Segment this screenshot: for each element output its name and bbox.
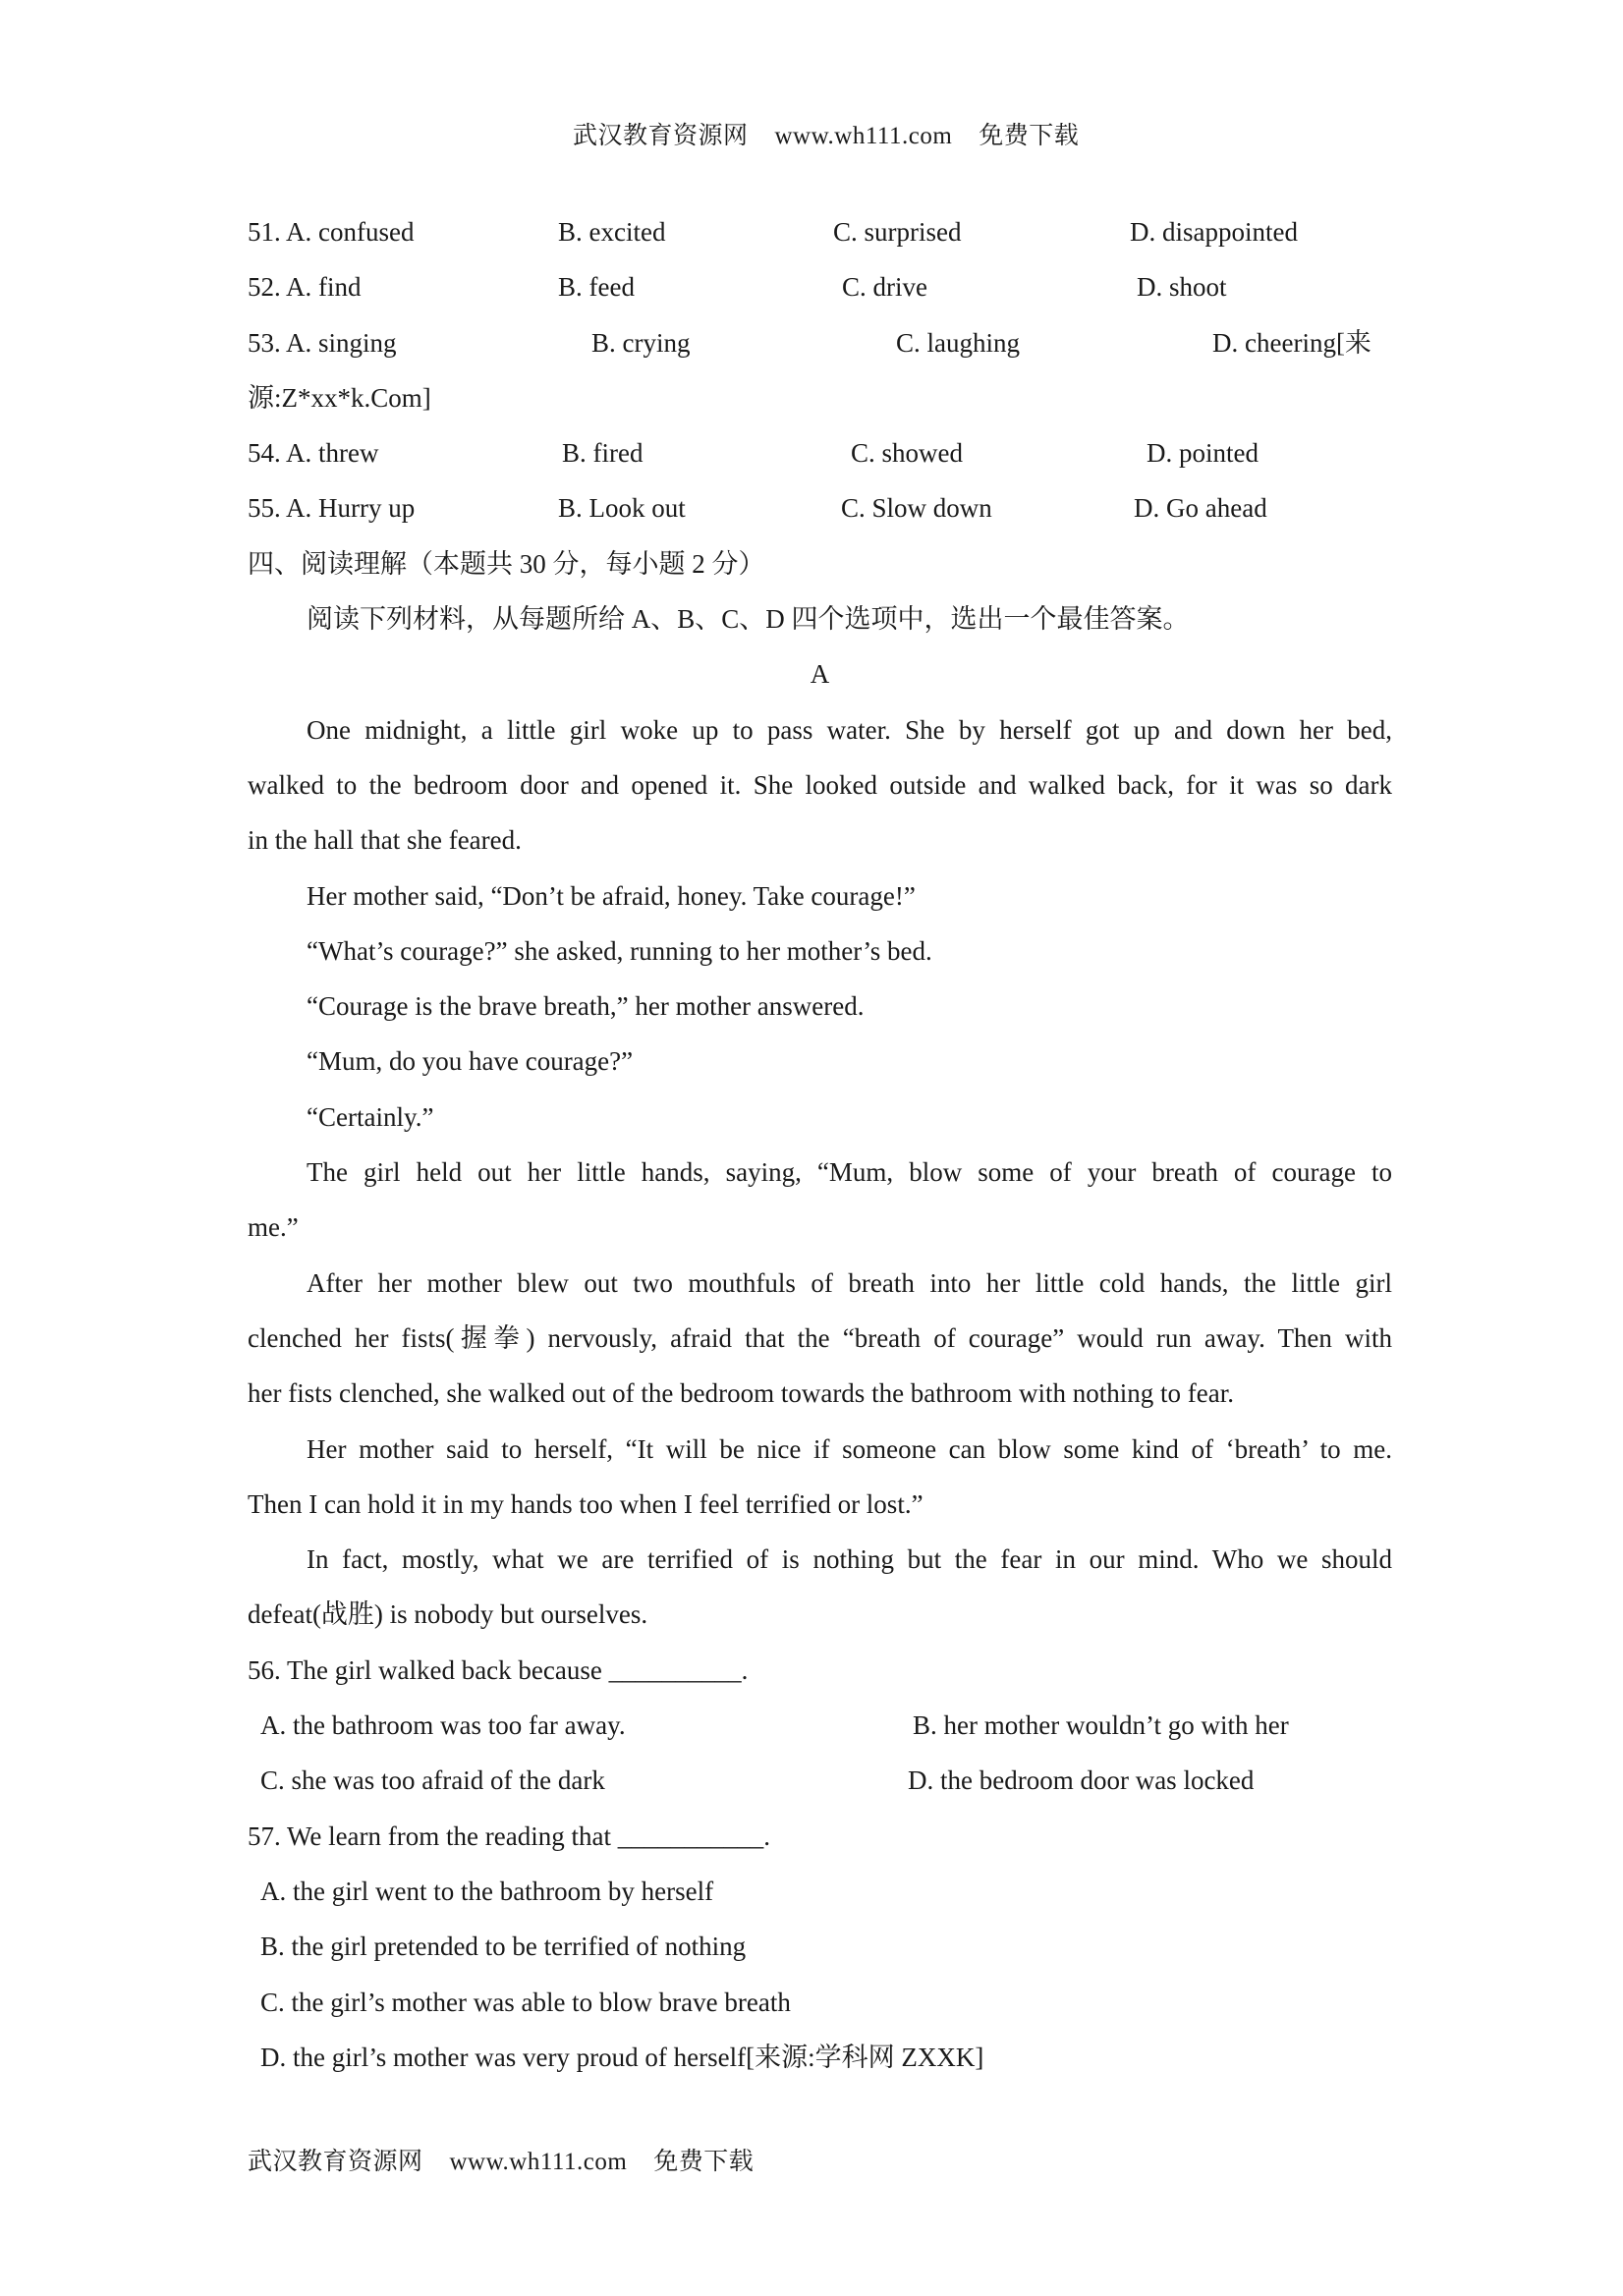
question-56-options-row-2 xyxy=(248,1753,1392,1808)
page-footer: 武汉教育资源网 www.wh111.com 免费下载 xyxy=(248,2149,755,2175)
option-d: D. pointed xyxy=(1147,438,1259,469)
page-header: 武汉教育资源网 www.wh111.com 免费下载 xyxy=(573,123,1080,149)
passage-line: me.” xyxy=(248,1212,299,1243)
question-56-options-row-1 xyxy=(248,1698,1392,1753)
option-c: C. drive xyxy=(842,272,927,303)
option-c: C. showed xyxy=(851,438,963,469)
option-d: D. cheering[来 xyxy=(1212,327,1371,358)
option-a: 53. A. singing xyxy=(248,327,397,358)
passage-line: In fact, mostly, what we are terrified of is nothing but the fear in our mind. Who we should xyxy=(307,1544,1392,1575)
cloze-question-53-continued: 源:Z*xx*k.Com] xyxy=(248,382,431,413)
document-content xyxy=(248,204,1392,2085)
option-a: 54. A. threw xyxy=(248,438,379,469)
passage-line: walked to the bedroom door and opened it. She looked outside and walked back, for it was so dark xyxy=(248,769,1392,800)
option-c: C. the girl’s mother was able to blow brave breath xyxy=(260,1987,791,2017)
passage-line: her fists clenched, she walked out of the bedroom towards the bathroom with nothing to fear. xyxy=(248,1378,1234,1409)
cloze-question-55 xyxy=(248,480,1392,535)
passage-label: A xyxy=(810,659,830,690)
passage-line: “What’s courage?” she asked, running to her mother’s bed. xyxy=(307,935,932,966)
option-b: B. Look out xyxy=(558,493,686,524)
cloze-question-52 xyxy=(248,259,1392,314)
option-b: B. feed xyxy=(558,272,635,303)
passage-line: clenched her fists(握拳) nervously, afraid that the “breath of courage” would run away. Then with xyxy=(248,1322,1392,1353)
option-d: D. Go ahead xyxy=(1134,493,1267,524)
passage-line: The girl held out her little hands, saying, “Mum, blow some of your breath of courage to xyxy=(307,1157,1392,1188)
question-57-stem: 57. We learn from the reading that ___________. xyxy=(248,1820,770,1851)
option-d: D. shoot xyxy=(1137,272,1227,303)
option-a: A. the bathroom was too far away. xyxy=(260,1710,626,1741)
option-a: 52. A. find xyxy=(248,272,362,303)
cloze-question-54 xyxy=(248,425,1392,480)
passage-line: “Mum, do you have courage?” xyxy=(307,1046,634,1077)
option-b: B. the girl pretended to be terrified of nothing xyxy=(260,1932,747,1962)
passage-line: defeat(战胜) is nobody but ourselves. xyxy=(248,1599,648,1630)
option-a: A. the girl went to the bathroom by herself xyxy=(260,1876,714,1906)
passage-line: Then I can hold it in my hands too when I feel terrified or lost.” xyxy=(248,1488,923,1519)
passage-line: Her mother said, “Don’t be afraid, honey. Take courage!” xyxy=(307,880,916,911)
passage-line: in the hall that she feared. xyxy=(248,825,522,856)
option-c: C. surprised xyxy=(833,217,962,247)
cloze-question-53 xyxy=(248,315,1392,370)
section-title: 四、阅读理解（本题共 30 分，每小题 2 分） xyxy=(248,548,765,579)
option-b: B. crying xyxy=(591,327,691,358)
cloze-question-51 xyxy=(248,204,1392,259)
option-c: C. she was too afraid of the dark xyxy=(260,1765,605,1796)
option-b: B. her mother wouldn’t go with her xyxy=(913,1710,1289,1741)
passage-line: Her mother said to herself, “It will be nice if someone can blow some kind of ‘breath’ to me. xyxy=(307,1433,1392,1464)
option-d: D. the girl’s mother was very proud of herself[来源:学科网 ZXXK] xyxy=(260,2042,984,2072)
option-c: C. laughing xyxy=(896,327,1020,358)
passage-line: After her mother blew out two mouthfuls of breath into her little cold hands, the little girl xyxy=(307,1267,1392,1298)
option-a: 55. A. Hurry up xyxy=(248,493,416,524)
option-c: C. Slow down xyxy=(841,493,992,524)
question-56-stem: 56. The girl walked back because __________. xyxy=(248,1654,749,1685)
option-b: B. excited xyxy=(558,217,666,247)
passage-line: “Certainly.” xyxy=(307,1101,434,1132)
passage-line: One midnight, a little girl woke up to pass water. She by herself got up and down her bed, xyxy=(307,714,1392,745)
option-b: B. fired xyxy=(562,438,644,469)
option-a: 51. A. confused xyxy=(248,217,415,247)
section-instruction: 阅读下列材料，从每题所给 A、B、C、D 四个选项中，选出一个最佳答案。 xyxy=(307,604,1190,635)
option-d: D. disappointed xyxy=(1130,217,1298,247)
option-d: D. the bedroom door was locked xyxy=(908,1765,1255,1796)
passage-line: “Courage is the brave breath,” her mother answered. xyxy=(307,991,865,1022)
